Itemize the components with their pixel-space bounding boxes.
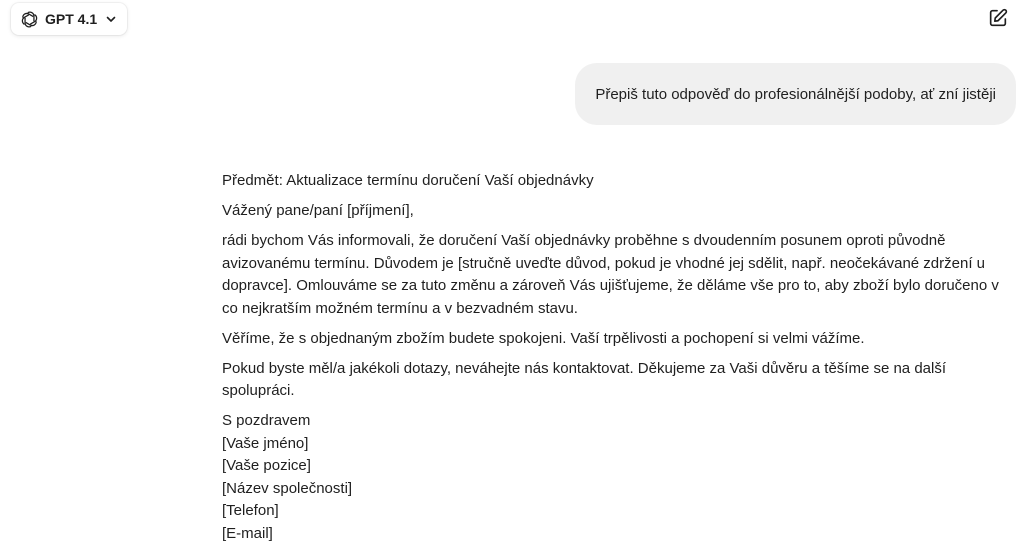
email-paragraph: Věříme, že s objednaným zbožím budete spokojeni. Vaší trpělivosti a pochopení si velmi vážíme.: [222, 329, 865, 347]
user-message-text: Přepiš tuto odpověď do profesionálnější podoby, ať zní jistěji: [595, 85, 996, 103]
signature-line: [Vaše pozice]: [222, 457, 311, 474]
signature-line: [E-mail]: [222, 524, 273, 542]
openai-logo-icon: [19, 9, 39, 29]
new-chat-button[interactable]: [987, 7, 1009, 29]
email-greeting: Vážený pane/paní [příjmení],: [222, 202, 414, 219]
user-message-bubble: [575, 63, 1016, 125]
edit-square-icon: [987, 7, 1009, 29]
chevron-down-icon: [105, 13, 117, 25]
signature-line: [Vaše jméno]: [222, 434, 309, 452]
email-signature: [222, 410, 1012, 545]
signature-line: [Telefon]: [222, 502, 279, 519]
email-subject: Předmět: Aktualizace termínu doručení Vaší objednávky: [222, 172, 594, 189]
email-paragraph: Pokud byste měl/a jakékoli dotazy, neváhejte nás kontaktovat. Děkujeme za Vaši důvěru a těšíme se na další spolupráci.: [222, 359, 947, 399]
email-paragraph: rádi bychom Vás informovali, že doručení Vaší objednávky proběhne s dvoudenním posunem oproti původně avizovanému termínu. Důvodem je [stručně uveďte důvod, pokud je vhodné jej sdělit, např. neočekávané zdržení u dopravce]. Omlouváme se za tuto změnu a zároveň Vás ujišťujeme, že děláme vše pro to, aby zboží bylo doručeno v co nejkratším možném termínu a v bezvadném stavu.: [222, 232, 999, 317]
signature-line: S pozdravem: [222, 412, 311, 429]
model-label: GPT 4.1: [45, 11, 98, 27]
assistant-message: [222, 170, 1012, 550]
model-selector-button[interactable]: [11, 3, 127, 35]
signature-line: [Název společnosti]: [222, 479, 353, 497]
